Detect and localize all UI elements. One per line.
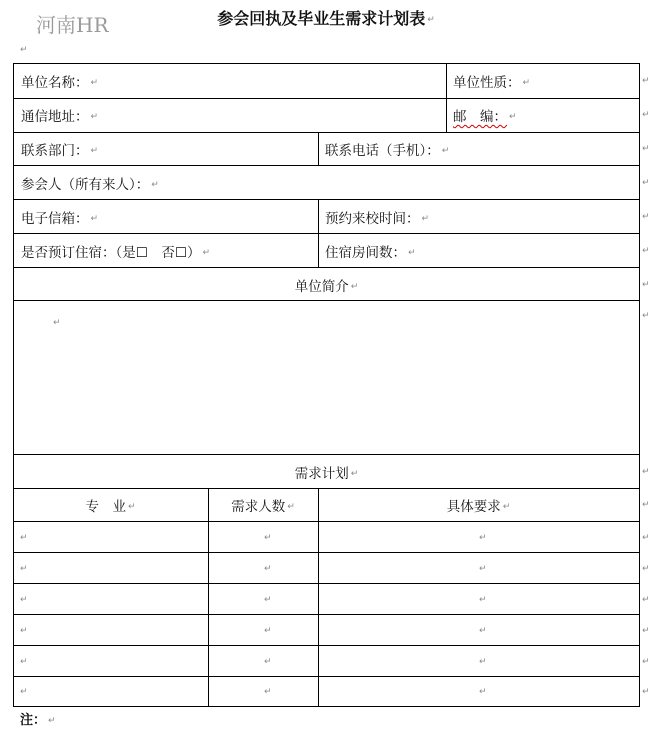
paragraph-mark-icon: ↵ bbox=[287, 502, 295, 512]
row-divider bbox=[13, 552, 640, 553]
table-cell[interactable]: ↵ bbox=[20, 564, 28, 574]
demand-header: 需求计划 ↵ bbox=[294, 466, 359, 482]
table-cell[interactable]: ↵ bbox=[264, 626, 272, 636]
page-title bbox=[0, 6, 652, 29]
table-cell[interactable]: ↵ bbox=[20, 595, 28, 605]
lodging-label: 是否预订住宿：（是☐ 否☐） ↵ bbox=[21, 245, 211, 261]
unit-type-label: 单位性质： ↵ bbox=[453, 75, 531, 91]
table-cell[interactable]: ↵ bbox=[479, 564, 487, 574]
table-cell[interactable]: ↵ bbox=[479, 533, 487, 543]
table-cell[interactable]: ↵ bbox=[264, 657, 272, 667]
end-of-row-mark: ↵ bbox=[642, 110, 650, 120]
row-divider bbox=[13, 165, 640, 166]
note: 注： ↵ bbox=[20, 713, 56, 728]
paragraph-mark-icon: ↵ bbox=[408, 248, 416, 258]
column-divider bbox=[446, 63, 447, 132]
table-cell[interactable]: ↵ bbox=[20, 657, 28, 667]
table-border-left bbox=[13, 63, 14, 706]
table-border-right bbox=[639, 63, 640, 706]
paragraph-mark-icon: ↵ bbox=[350, 469, 359, 479]
end-of-row-mark: ↵ bbox=[642, 311, 650, 321]
visit-time-label: 预约来校时间： ↵ bbox=[325, 211, 430, 227]
attendees-label: 参会人（所有来人）： ↵ bbox=[21, 177, 159, 193]
row-divider bbox=[13, 488, 640, 489]
address-label: 通信地址： ↵ bbox=[21, 109, 99, 125]
column-header-requirements: 具体要求 ↵ bbox=[446, 499, 511, 515]
paragraph-mark-icon: ↵ bbox=[90, 112, 99, 122]
end-of-row-mark: ↵ bbox=[642, 500, 650, 510]
end-of-row-mark: ↵ bbox=[642, 246, 650, 256]
row-divider bbox=[13, 614, 640, 615]
table-cell[interactable]: ↵ bbox=[479, 595, 487, 605]
paragraph-mark-icon: ↵ bbox=[502, 502, 511, 512]
paragraph-mark-icon: ↵ bbox=[350, 282, 359, 292]
row-divider bbox=[13, 645, 640, 646]
end-of-row-mark: ↵ bbox=[642, 280, 650, 290]
paragraph-mark-icon: ↵ bbox=[53, 318, 61, 328]
row-divider bbox=[13, 132, 640, 133]
row-divider bbox=[13, 300, 640, 301]
end-of-row-mark: ↵ bbox=[642, 76, 650, 86]
row-divider bbox=[13, 521, 640, 522]
row-divider bbox=[13, 199, 640, 200]
end-of-row-mark: ↵ bbox=[642, 212, 650, 222]
table-cell[interactable]: ↵ bbox=[20, 626, 28, 636]
column-divider bbox=[318, 199, 319, 267]
intro-header: 单位简介 ↵ bbox=[294, 279, 359, 295]
end-of-row-mark: ↵ bbox=[642, 657, 650, 667]
end-of-row-mark: ↵ bbox=[642, 595, 650, 605]
paragraph-mark-icon: ↵ bbox=[427, 14, 435, 25]
table-cell[interactable]: ↵ bbox=[479, 657, 487, 667]
table-cell[interactable]: ↵ bbox=[20, 533, 28, 543]
row-divider bbox=[13, 233, 640, 234]
table-cell[interactable]: ↵ bbox=[264, 564, 272, 574]
watermark: 河南HR bbox=[36, 13, 109, 37]
end-of-row-mark: ↵ bbox=[642, 467, 650, 477]
paragraph-mark-icon: ↵ bbox=[48, 715, 56, 726]
row-divider bbox=[13, 454, 640, 455]
end-of-row-mark: ↵ bbox=[642, 533, 650, 543]
postcode-label: 邮 编： ↵ bbox=[453, 109, 517, 125]
table-cell[interactable]: ↵ bbox=[264, 533, 272, 543]
paragraph-mark-icon: ↵ bbox=[90, 146, 99, 156]
column-divider bbox=[318, 132, 319, 165]
column-divider bbox=[208, 488, 209, 706]
paragraph-mark-icon: ↵ bbox=[421, 214, 430, 224]
department-label: 联系部门： ↵ bbox=[21, 143, 99, 159]
phone-label: 联系电话（手机）： ↵ bbox=[325, 143, 450, 159]
end-of-row-mark: ↵ bbox=[642, 564, 650, 574]
end-of-row-mark: ↵ bbox=[642, 687, 650, 697]
paragraph-mark-icon: ↵ bbox=[90, 214, 99, 224]
title-text: 参会回执及毕业生需求计划表 bbox=[217, 9, 426, 28]
paragraph-mark-icon: ↵ bbox=[127, 502, 136, 512]
row-divider bbox=[13, 676, 640, 677]
column-divider bbox=[318, 488, 319, 706]
table-cell[interactable]: ↵ bbox=[479, 626, 487, 636]
paragraph-mark-icon: ↵ bbox=[441, 146, 450, 156]
end-of-row-mark: ↵ bbox=[642, 626, 650, 636]
table-border-bottom bbox=[13, 706, 640, 707]
table-cell[interactable]: ↵ bbox=[264, 595, 272, 605]
row-divider bbox=[13, 267, 640, 268]
room-count-label: 住宿房间数： ↵ bbox=[325, 245, 416, 261]
unit-name-label: 单位名称： ↵ bbox=[21, 75, 99, 91]
end-of-row-mark: ↵ bbox=[642, 178, 650, 188]
end-of-row-mark: ↵ bbox=[642, 144, 650, 154]
paragraph-mark-icon: ↵ bbox=[20, 45, 28, 55]
email-label: 电子信箱： ↵ bbox=[21, 211, 99, 227]
column-header-count: 需求人数 ↵ bbox=[231, 499, 295, 515]
table-cell[interactable]: ↵ bbox=[20, 687, 28, 697]
paragraph-mark-icon: ↵ bbox=[151, 180, 159, 190]
row-divider bbox=[13, 63, 640, 64]
table-cell[interactable]: ↵ bbox=[264, 687, 272, 697]
paragraph-mark-icon: ↵ bbox=[90, 78, 99, 88]
paragraph-mark-icon: ↵ bbox=[509, 112, 517, 122]
table-cell[interactable]: ↵ bbox=[479, 687, 487, 697]
paragraph-mark-icon: ↵ bbox=[202, 248, 211, 258]
column-header-major: 专 业 ↵ bbox=[85, 499, 136, 515]
paragraph-mark-icon: ↵ bbox=[522, 78, 531, 88]
row-divider bbox=[13, 98, 640, 99]
row-divider bbox=[13, 583, 640, 584]
